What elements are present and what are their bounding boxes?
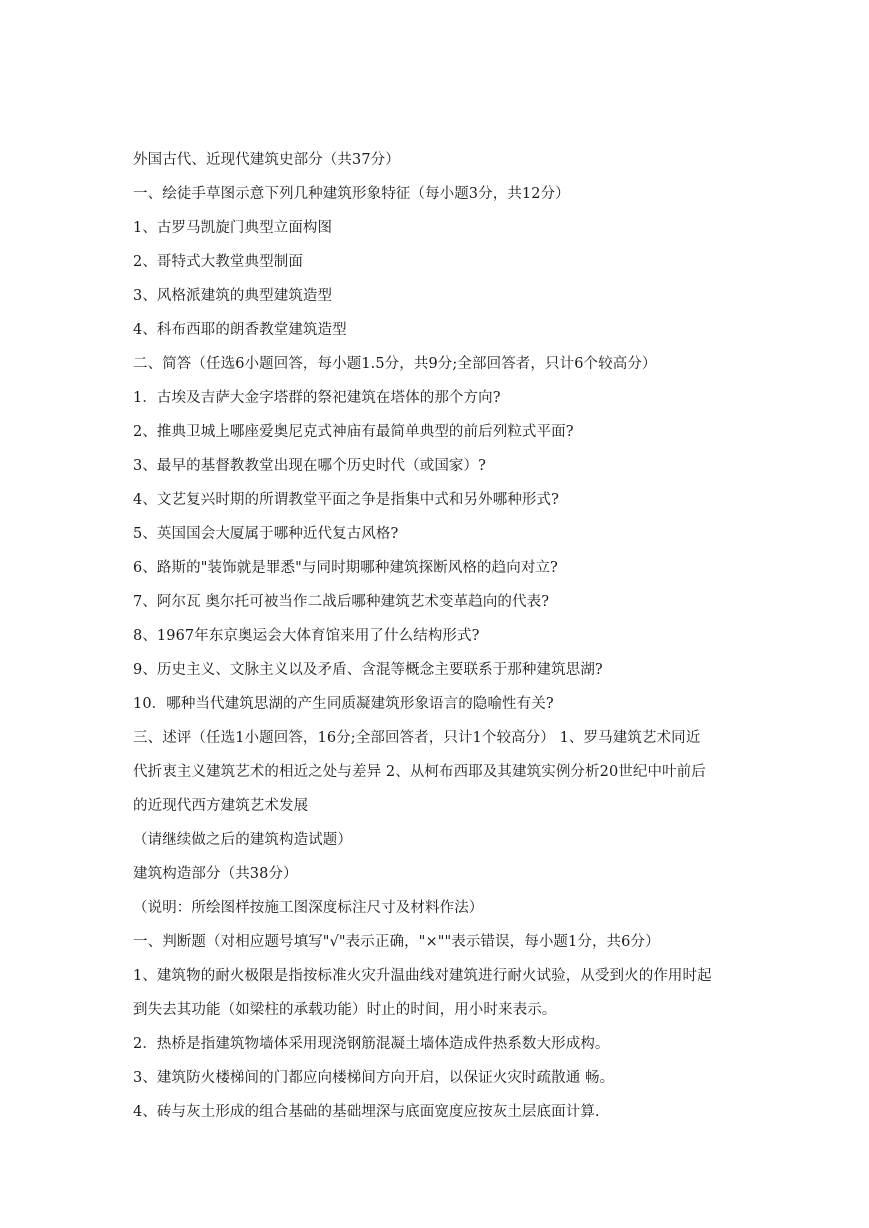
- continue-note: （请继续做之后的建筑构造试题）: [133, 832, 352, 848]
- short-answer-item-5: 5、英国国会大厦属于哪种近代复古风格?: [133, 526, 399, 542]
- section-title-construction: 建筑构造部分（共38分）: [133, 866, 298, 882]
- true-false-item-1-line-2: 到失去其功能（如梁柱的承载功能）时止的时间，用小时来表示。: [133, 1002, 557, 1018]
- short-answer-item-1: 1．古埃及吉萨大金字塔群的祭祀建筑在塔体的那个方向?: [133, 390, 501, 406]
- true-false-item-2: 2．热桥是指建筑物墙体采用现浇钢筋混凝土墙体造成件热系数大形成构。: [133, 1036, 610, 1052]
- short-answer-item-10: 10．哪种当代建筑思湖的产生同质凝建筑形象语言的隐喻性有关?: [133, 696, 554, 712]
- sketch-item-1: 1、古罗马凯旋门典型立面构图: [133, 220, 333, 236]
- essay-heading-line-2: 代折衷主义建筑艺术的相近之处与差异 2、从柯布西耶及其建筑实例分析20世纪中叶前后: [133, 764, 706, 780]
- sketch-item-3: 3、风格派建筑的典型建筑造型: [133, 288, 333, 304]
- section-title-history: 外国古代、近现代建筑史部分（共37分）: [133, 152, 400, 168]
- sketch-item-2: 2、哥特式大教堂典型制面: [133, 254, 303, 270]
- short-answer-item-7: 7、阿尔瓦 奥尔托可被当作二战后哪种建筑艺术变革趋向的代表?: [133, 594, 550, 610]
- short-answer-item-6: 6、路斯的"装饰就是罪悉"与同时期哪种建筑探断风格的趋向对立?: [133, 560, 558, 576]
- true-false-item-4: 4、砖与灰土形成的组合基础的基础埋深与底面宽度应按灰土层底面计算.: [133, 1104, 600, 1120]
- essay-heading-line-1: 三、述评（任选1小题回答，16分;全部回答者，只计1个较高分） 1、罗马建筑艺术同近: [133, 730, 701, 746]
- short-answer-item-2: 2、推典卫城上哪座爱奥尼克式神庙有最简单典型的前后列粒式平面?: [133, 424, 574, 440]
- essay-heading-line-3: 的近现代西方建筑艺术发展: [133, 798, 309, 814]
- document-body: [133, 143, 753, 1129]
- true-false-item-3: 3、建筑防火楼梯间的门都应向楼梯间方向开启，以保证火灾时疏散通 畅。: [133, 1070, 615, 1086]
- question-heading-sketch: 一、绘徒手草图示意下列几种建筑形象特征（每小题3分，共12分）: [133, 186, 570, 202]
- short-answer-item-8: 8、1967年东京奥运会大体育馆来用了什么结构形式?: [133, 628, 480, 644]
- true-false-item-1-line-1: 1、建筑物的耐火极限是指按标准火灾升温曲线对建筑进行耐火试验，从受到火的作用时起: [133, 968, 712, 984]
- sketch-item-4: 4、科布西耶的朗香教堂建筑造型: [133, 322, 347, 338]
- short-answer-item-3: 3、最早的基督教教堂出现在哪个历史时代（或国家）?: [133, 458, 486, 474]
- question-heading-true-false: 一、判断题（对相应题号填写"√"表示正确，"×""表示错误，每小题1分，共6分）: [133, 934, 660, 950]
- short-answer-item-9: 9、历史主义、文脉主义以及矛盾、含混等概念主要联系于那种建筑思湖?: [133, 662, 603, 678]
- short-answer-item-4: 4、文艺复兴时期的所谓教堂平面之争是指集中式和另外哪种形式?: [133, 492, 559, 508]
- construction-instructions: （说明：所绘图样按施工图深度标注尺寸及材料作法）: [133, 900, 484, 916]
- question-heading-short-answer: 二、简答（任选6小题回答，每小题1.5分，共9分;全部回答者，只计6个较高分）: [133, 356, 657, 372]
